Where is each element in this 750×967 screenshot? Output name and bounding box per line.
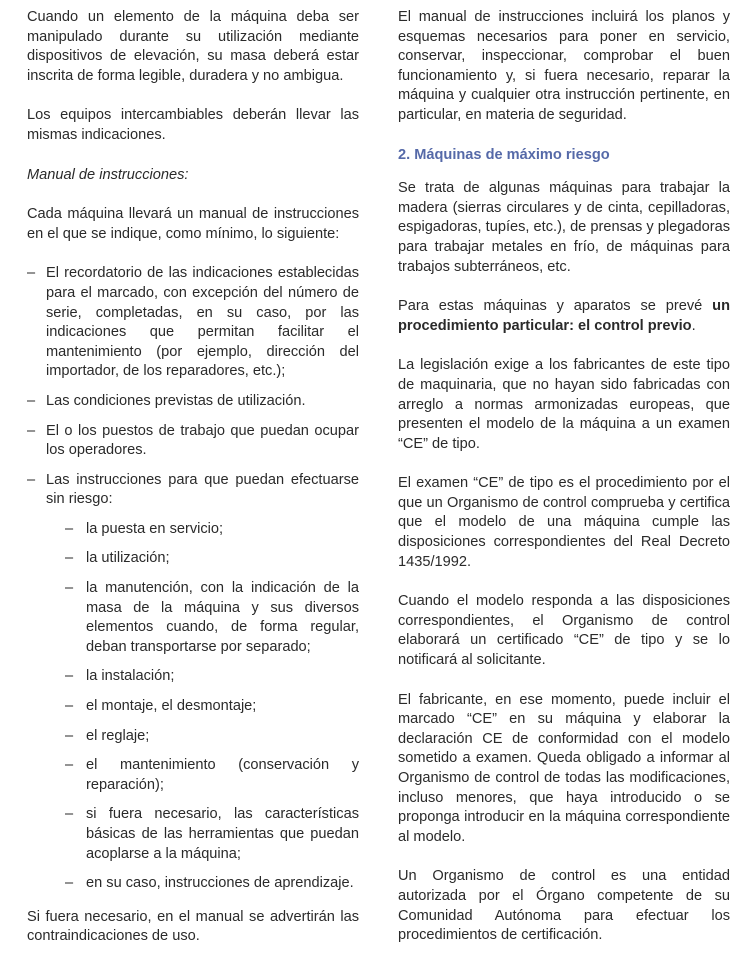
sublist-item-text: en su caso, instrucciones de aprendizaje. [86, 875, 354, 892]
sublist-item [46, 805, 359, 864]
right-column [398, 8, 730, 966]
sublist-item-text: la instalación; [86, 668, 175, 685]
list-item [27, 392, 359, 412]
paragraph-manual-intro: Cada máquina llevará un manual de instrucciones en el que se indique, como mínimo, lo siguiente: [27, 206, 359, 242]
sublist-item-text: la puesta en servicio; [86, 520, 224, 537]
section-title-manual: Manual de instrucciones: [27, 166, 189, 183]
paragraph-manual-contents: El manual de instrucciones incluirá los planos y esquemas necesarios para poner en servicio, conservar, inspeccionar, comprobar el buen funcionamiento y, si fuera necesario, reparar la máquina y cualquier otra instrucción pertinente, en particular, en materia de seguridad. [398, 9, 730, 123]
left-column [27, 8, 359, 967]
prior-control-text: Para estas máquinas y aparatos se prevé [398, 298, 713, 315]
dash-bullet: – [65, 727, 74, 744]
paragraph-ce-exam: El examen “CE” de tipo es el procedimiento por el que un Organismo de control comprueba y certifica que el modelo de una máquina cumple las disposiciones correspondientes del Real Decreto 1435/1992. [398, 475, 730, 570]
sublist-item [46, 697, 359, 717]
dash-bullet: – [65, 806, 74, 823]
paragraph-certificate: Cuando el modelo responda a las disposiciones correspondientes, el Organismo de control elaborará un certificado “CE” de tipo y se lo notificará al solicitante. [398, 593, 730, 669]
list-item-text: El o los puestos de trabajo que puedan ocupar los operadores. [46, 422, 359, 459]
dash-bullet: – [65, 757, 74, 774]
dash-bullet: – [65, 550, 74, 567]
dash-bullet: – [65, 668, 74, 685]
sublist-item [46, 727, 359, 747]
paragraph-prior-control [398, 297, 730, 336]
paragraph-legislation: La legislación exige a los fabricantes de este tipo de maquinaria, que no hayan sido fabricadas con arreglo a normas armonizadas europeas, que presenten el modelo de la máquina a un examen “CE” de tipo. [398, 357, 730, 452]
dash-bullet: – [65, 520, 74, 537]
dash-bullet: – [65, 875, 74, 892]
sublist-item-text: la utilización; [86, 550, 170, 567]
paragraph-interchangeable: Los equipos intercambiables deberán llevar las mismas indicaciones. [27, 107, 359, 143]
paragraph-control-body: Un Organismo de control es una entidad autorizada por el Órgano competente de su Comunidad Autónoma para efectuar los procedimientos de certificación. [398, 868, 730, 944]
paragraph-contraindications: Si fuera necesario, en el manual se advertirán las contraindicaciones de uso. [27, 908, 359, 945]
sublist-item-text: si fuera necesario, las características básicas de las herramientas que puedan acoplarse a la máquina; [86, 806, 359, 862]
dash-bullet: – [65, 698, 74, 715]
sublist-item-text: la manutención, con la indicación de la masa de la máquina y sus diversos elementos cuando, de forma regular, deban transportarse por separado; [86, 580, 359, 655]
dash-bullet: – [27, 265, 36, 282]
safe-instructions-sublist [46, 520, 359, 894]
list-item [27, 264, 359, 382]
sublist-item [46, 549, 359, 569]
sublist-item [46, 520, 359, 540]
sublist-item-text: el montaje, el desmontaje; [86, 698, 257, 715]
paragraph-machine-types: Se trata de algunas máquinas para trabajar la madera (sierras circulares y de cinta, cepilladoras, espigadoras, tupíes, etc.), de prensas y plegadoras para trabajar metales en frío, de máquinas para trabajos subterráneos, etc. [398, 180, 730, 275]
sublist-item [46, 579, 359, 657]
manual-requirements-list [27, 264, 359, 893]
dash-bullet: – [27, 392, 36, 409]
sublist-item-text: el reglaje; [86, 727, 150, 744]
paragraph-manufacturer: El fabricante, en ese momento, puede incluir el marcado “CE” en su máquina y elaborar la declaración CE de conformidad con el modelo sometido a examen. Queda obligado a informar al Organismo de control de todas las modificaciones, incluso menores, que haya introducido o se proponga introducir en la máquina correspondiente al modelo. [398, 691, 730, 845]
sublist-item [46, 667, 359, 687]
dash-bullet: – [27, 471, 36, 488]
list-item-text: Las instrucciones para que puedan efectuarse sin riesgo: [46, 471, 359, 508]
list-item [27, 422, 359, 461]
sublist-item [46, 874, 359, 894]
paragraph-lifting-mass: Cuando un elemento de la máquina deba ser manipulado durante su utilización mediante dispositivos de elevación, su masa deberá estar inscrita de forma legible, duradera y no ambigua. [27, 9, 359, 84]
list-item [27, 471, 359, 894]
dash-bullet: – [65, 580, 74, 597]
prior-control-end: . [691, 317, 696, 334]
prior-control-emphasis: un procedimiento particular: el control previo [398, 298, 730, 334]
list-item-text: El recordatorio de las indicaciones establecidas para el marcado, con excepción del número de serie, completadas, en su caso, por las indicaciones que permitan facilitar el mantenimiento (por ejemplo, dirección del importador, de los reparadores, etc.); [46, 265, 359, 380]
sublist-item-text: el mantenimiento (conservación y reparación); [86, 757, 359, 793]
list-item-text: Las condiciones previstas de utilización. [46, 392, 306, 409]
section-heading-max-risk: 2. Máquinas de máximo riesgo [398, 146, 610, 163]
sublist-item [46, 756, 359, 795]
dash-bullet: – [27, 422, 36, 439]
